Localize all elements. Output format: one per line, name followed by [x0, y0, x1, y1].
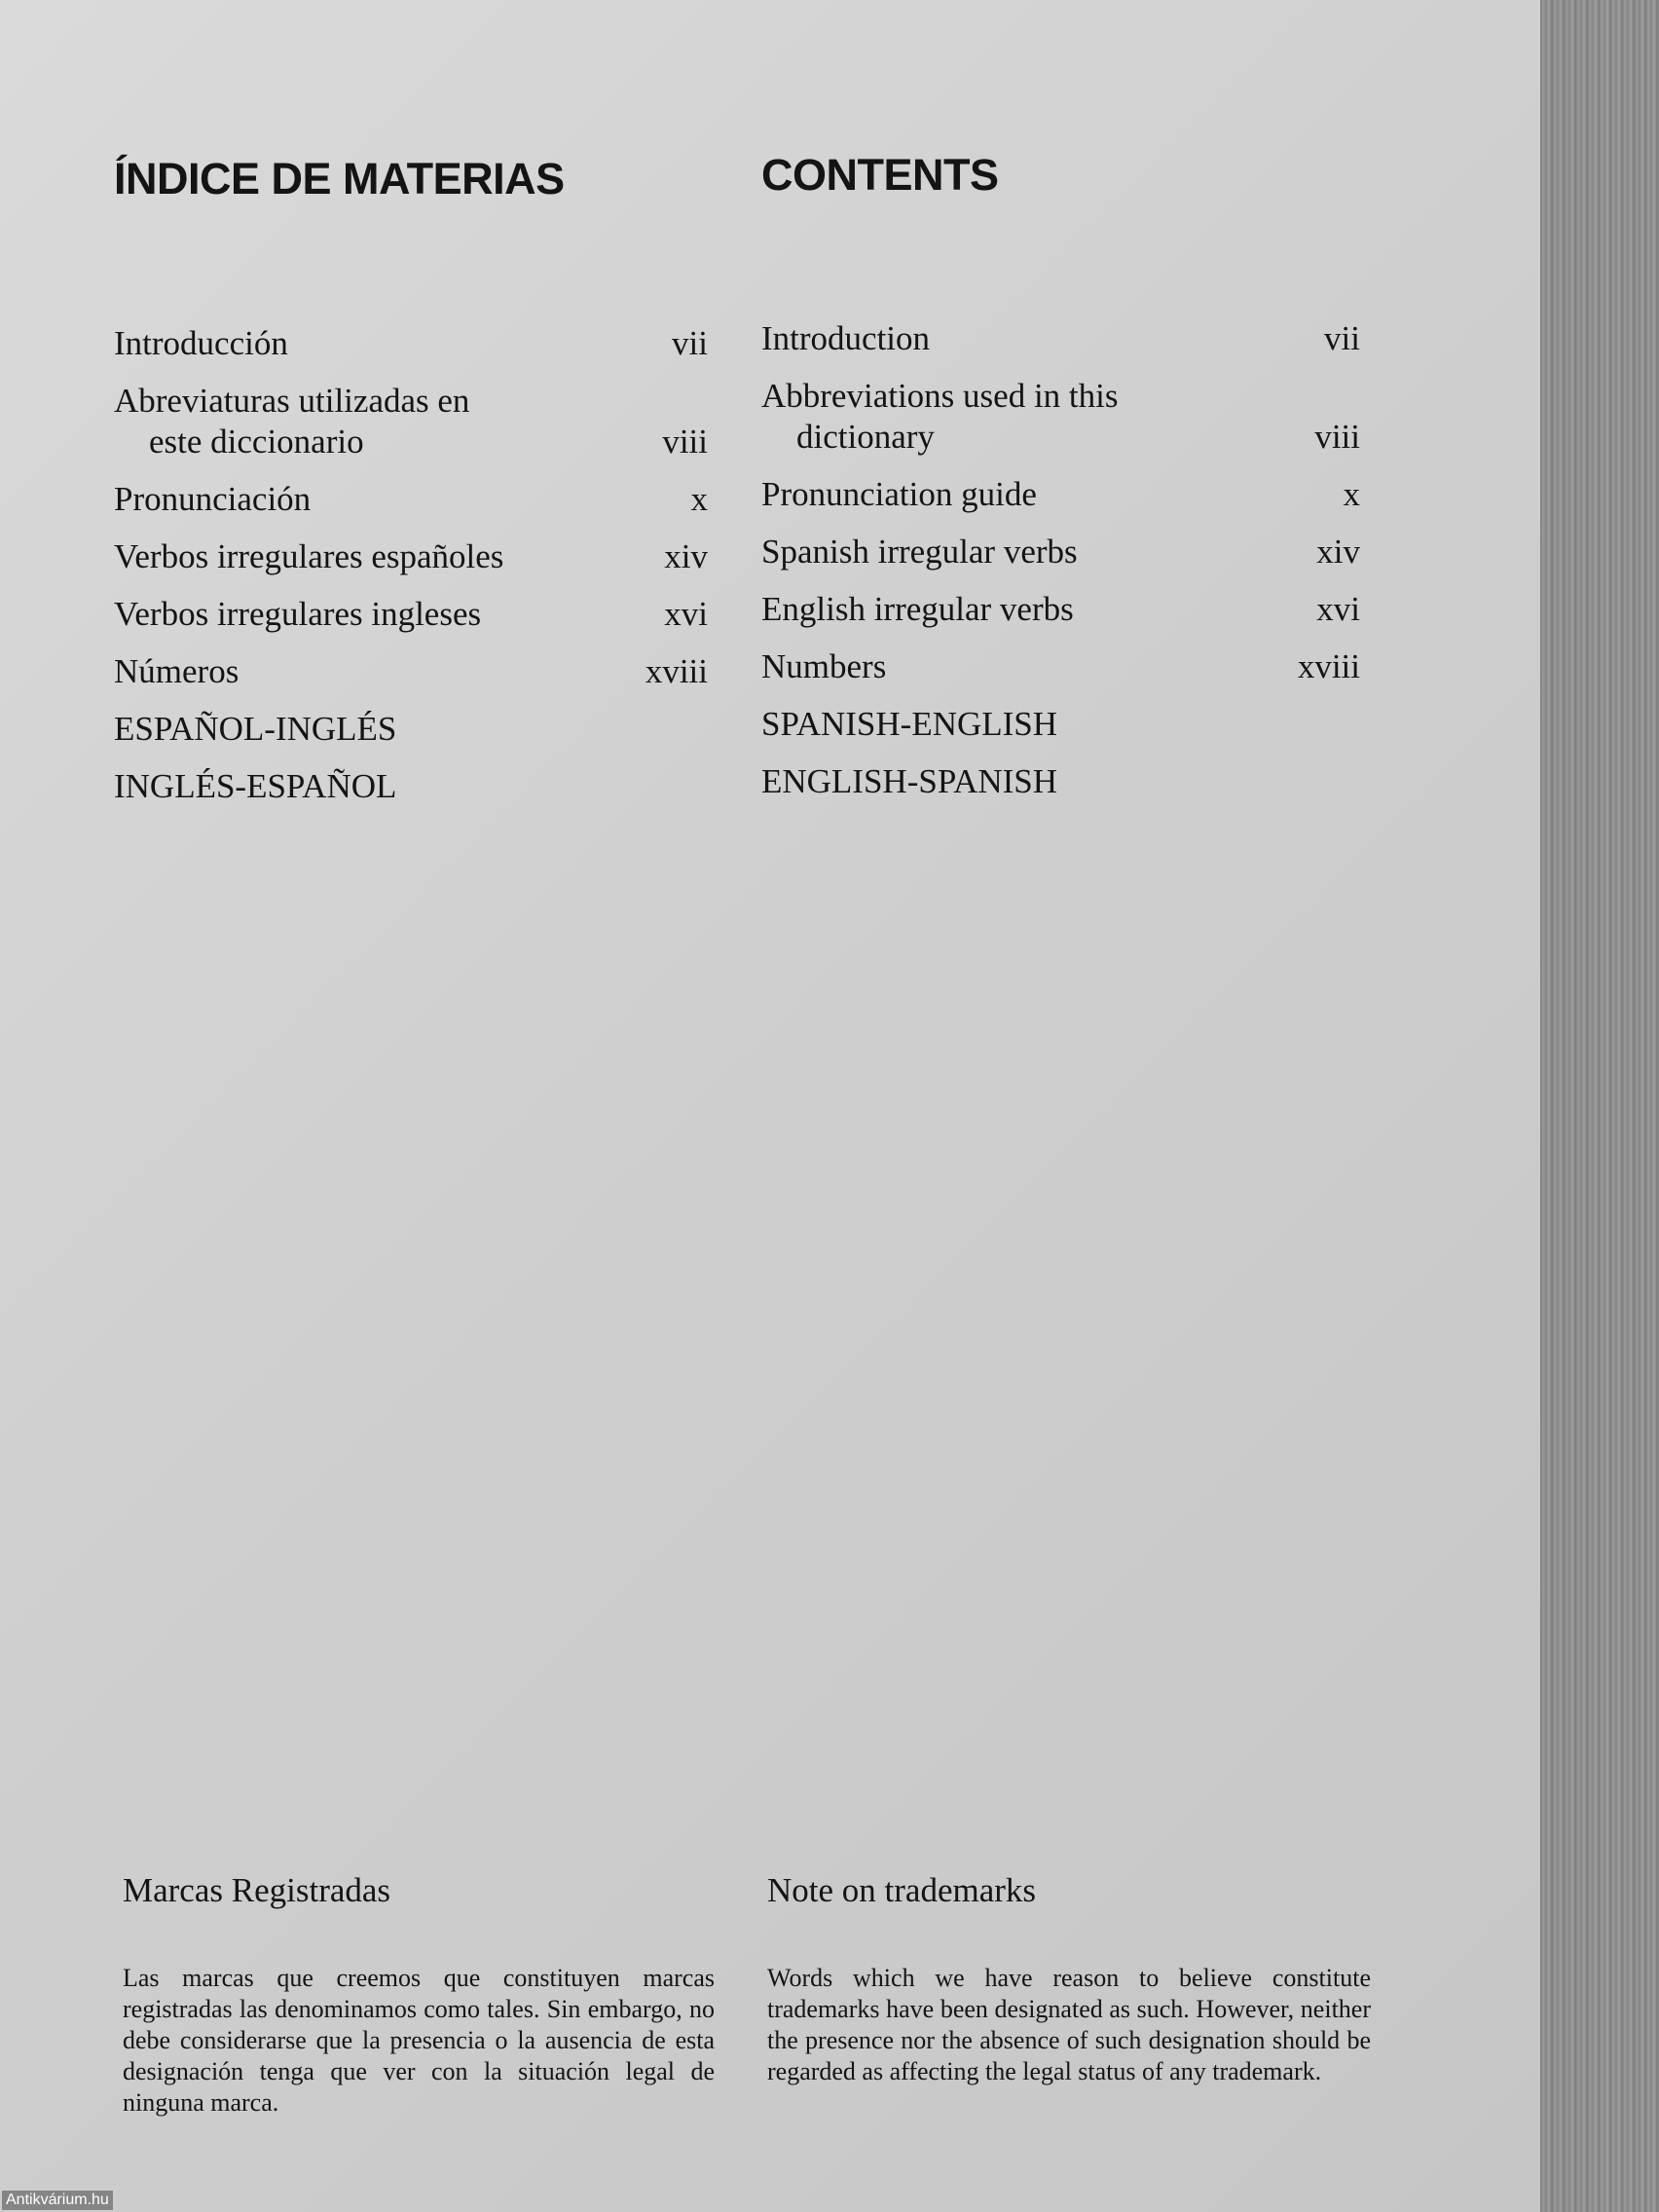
toc-row — [761, 474, 1360, 515]
spanish-note-title: Marcas Registradas — [123, 1871, 391, 1909]
toc-page-number: xvi — [1316, 590, 1360, 628]
toc-row — [761, 589, 1360, 630]
toc-label: Pronunciación — [114, 480, 312, 518]
toc-page-number: vii — [1324, 319, 1360, 357]
toc-label: Spanish irregular verbs — [761, 533, 1078, 571]
english-toc — [761, 318, 1360, 819]
toc-row — [114, 766, 708, 807]
toc-page-number: viii — [662, 423, 708, 461]
spanish-toc — [114, 323, 708, 824]
toc-label: Introduction — [761, 319, 931, 357]
toc-row — [114, 323, 708, 364]
toc-row — [761, 761, 1360, 802]
toc-label: English irregular verbs — [761, 590, 1074, 628]
watermark: Antikvárium.hu — [2, 2191, 113, 2210]
toc-row — [114, 381, 708, 462]
toc-row — [761, 646, 1360, 687]
english-note-title: Note on trademarks — [767, 1871, 1037, 1909]
toc-label — [114, 381, 469, 462]
english-heading: CONTENTS — [761, 150, 999, 200]
toc-page-number: viii — [1314, 418, 1360, 456]
page-edge — [1540, 0, 1659, 2212]
english-note-body: Words which we have reason to believe constitute trademarks have been designated as such. However, neither the presence nor the absence of such designation should be regarded as affecting the legal status of any trademark. — [767, 1964, 1371, 2085]
toc-page-number: xviii — [1297, 647, 1360, 685]
toc-page-number: xiv — [1316, 533, 1360, 571]
toc-page-number: xvi — [664, 595, 708, 633]
toc-label-line2: este diccionario — [149, 423, 364, 461]
toc-row — [114, 536, 708, 577]
toc-page-number: vii — [672, 324, 708, 362]
toc-label-line2: dictionary — [796, 418, 935, 456]
toc-page-number: xviii — [645, 652, 708, 690]
spanish-note-body: Las marcas que creemos que constituyen marcas registradas las denominamos como tales. Sin embargo, no debe considerarse que la presencia o la ausencia de esta designación tenga que ver con la situación legal de ninguna marca. — [123, 1964, 715, 2117]
toc-row — [114, 651, 708, 692]
toc-label: Verbos irregulares españoles — [114, 537, 504, 575]
toc-page-number: x — [690, 480, 708, 518]
toc-label-line1: Abreviaturas utilizadas en — [114, 382, 470, 420]
toc-label: Números — [114, 652, 240, 690]
toc-label: Numbers — [761, 647, 887, 685]
toc-row — [114, 479, 708, 520]
toc-row — [761, 532, 1360, 572]
toc-label-line1: Abbreviations used in this — [761, 377, 1119, 415]
toc-label: Verbos irregulares ingleses — [114, 595, 482, 633]
toc-label: Introducción — [114, 324, 288, 362]
spanish-heading: ÍNDICE DE MATERIAS — [114, 154, 565, 203]
toc-page-number: xiv — [664, 537, 708, 575]
toc-row — [114, 594, 708, 635]
toc-label: SPANISH-ENGLISH — [761, 705, 1058, 743]
toc-row — [761, 318, 1360, 359]
toc-row — [761, 704, 1360, 745]
toc-label: INGLÉS-ESPAÑOL — [114, 767, 397, 805]
toc-row — [761, 376, 1360, 458]
toc-label: ESPAÑOL-INGLÉS — [114, 710, 397, 748]
toc-label — [761, 376, 1119, 458]
toc-label: ENGLISH-SPANISH — [761, 762, 1058, 800]
toc-row — [114, 709, 708, 750]
toc-label: Pronunciation guide — [761, 475, 1037, 513]
toc-page-number: x — [1343, 475, 1360, 513]
